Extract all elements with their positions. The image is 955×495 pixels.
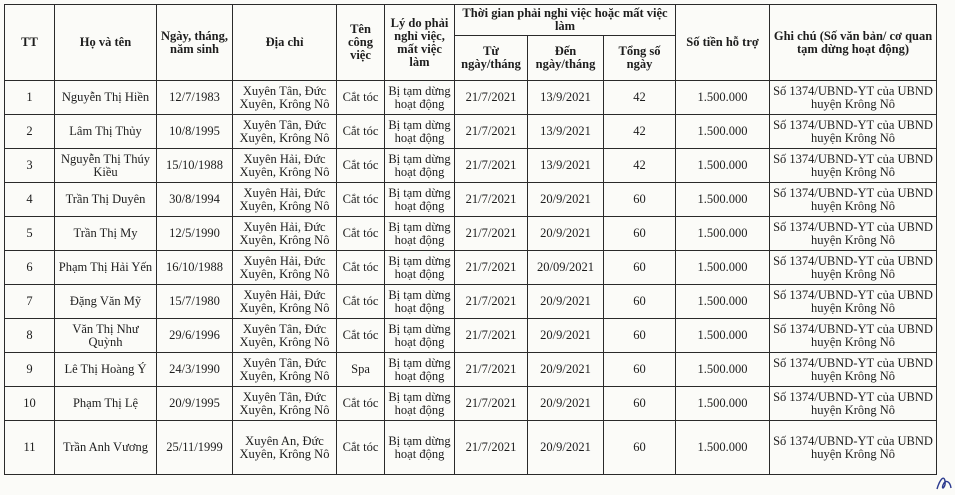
cell-to: 20/09/2021 xyxy=(528,251,604,285)
cell-amount: 1.500.000 xyxy=(676,285,770,319)
cell-job: Cắt tóc xyxy=(337,319,385,353)
cell-dob: 24/3/1990 xyxy=(157,353,233,387)
cell-name: Lê Thị Hoàng Ý xyxy=(55,353,157,387)
cell-tt: 2 xyxy=(5,115,55,149)
cell-tt: 4 xyxy=(5,183,55,217)
cell-dob: 10/8/1995 xyxy=(157,115,233,149)
col-header-reason: Lý do phải nghỉ việc, mất việc làm xyxy=(385,5,455,81)
cell-job: Cắt tóc xyxy=(337,115,385,149)
cell-from: 21/7/2021 xyxy=(455,387,528,421)
cell-name: Văn Thị Như Quỳnh xyxy=(55,319,157,353)
signature-mark xyxy=(935,471,953,493)
cell-dob: 16/10/1988 xyxy=(157,251,233,285)
cell-address: Xuyên Hải, Đức Xuyên, Krông Nô xyxy=(233,183,337,217)
cell-to: 20/9/2021 xyxy=(528,421,604,475)
table-row xyxy=(5,81,937,115)
table-row xyxy=(5,319,937,353)
cell-from: 21/7/2021 xyxy=(455,285,528,319)
col-header-total-days: Tổng số ngày xyxy=(604,36,676,81)
cell-tt: 9 xyxy=(5,353,55,387)
cell-dob: 25/11/1999 xyxy=(157,421,233,475)
cell-days: 60 xyxy=(604,183,676,217)
cell-address: Xuyên Tân, Đức Xuyên, Krông Nô xyxy=(233,387,337,421)
cell-days: 60 xyxy=(604,319,676,353)
cell-amount: 1.500.000 xyxy=(676,183,770,217)
cell-note: Số 1374/UBND-YT của UBND huyện Krông Nô xyxy=(770,319,937,353)
support-table xyxy=(4,4,937,475)
table-row xyxy=(5,285,937,319)
cell-days: 60 xyxy=(604,353,676,387)
cell-to: 13/9/2021 xyxy=(528,81,604,115)
cell-address: Xuyên Hải, Đức Xuyên, Krông Nô xyxy=(233,285,337,319)
cell-name: Đặng Văn Mỹ xyxy=(55,285,157,319)
cell-address: Xuyên Tân, Đức Xuyên, Krông Nô xyxy=(233,115,337,149)
cell-amount: 1.500.000 xyxy=(676,149,770,183)
cell-name: Phạm Thị Lệ xyxy=(55,387,157,421)
cell-to: 20/9/2021 xyxy=(528,319,604,353)
cell-dob: 29/6/1996 xyxy=(157,319,233,353)
cell-tt: 1 xyxy=(5,81,55,115)
cell-note: Số 1374/UBND-YT của UBND huyện Krông Nô xyxy=(770,183,937,217)
cell-address: Xuyên Hải, Đức Xuyên, Krông Nô xyxy=(233,217,337,251)
cell-amount: 1.500.000 xyxy=(676,115,770,149)
col-header-period: Thời gian phải nghỉ việc hoặc mất việc làm xyxy=(455,5,676,36)
cell-reason: Bị tạm dừng hoạt động xyxy=(385,421,455,475)
cell-amount: 1.500.000 xyxy=(676,387,770,421)
cell-name: Lâm Thị Thủy xyxy=(55,115,157,149)
cell-tt: 7 xyxy=(5,285,55,319)
cell-amount: 1.500.000 xyxy=(676,353,770,387)
cell-days: 42 xyxy=(604,81,676,115)
cell-job: Cắt tóc xyxy=(337,387,385,421)
cell-job: Cắt tóc xyxy=(337,285,385,319)
cell-job: Cắt tóc xyxy=(337,251,385,285)
cell-address: Xuyên Tân, Đức Xuyên, Krông Nô xyxy=(233,353,337,387)
cell-days: 60 xyxy=(604,285,676,319)
cell-reason: Bị tạm dừng hoạt động xyxy=(385,251,455,285)
cell-to: 20/9/2021 xyxy=(528,285,604,319)
table-body xyxy=(5,81,937,475)
cell-address: Xuyên Hải, Đức Xuyên, Krông Nô xyxy=(233,251,337,285)
cell-reason: Bị tạm dừng hoạt động xyxy=(385,319,455,353)
cell-to: 20/9/2021 xyxy=(528,353,604,387)
cell-from: 21/7/2021 xyxy=(455,353,528,387)
cell-dob: 12/7/1983 xyxy=(157,81,233,115)
cell-note: Số 1374/UBND-YT của UBND huyện Krông Nô xyxy=(770,251,937,285)
cell-from: 21/7/2021 xyxy=(455,81,528,115)
col-header-tt: TT xyxy=(5,5,55,81)
table-row xyxy=(5,421,937,475)
cell-days: 42 xyxy=(604,149,676,183)
cell-dob: 30/8/1994 xyxy=(157,183,233,217)
cell-reason: Bị tạm dừng hoạt động xyxy=(385,387,455,421)
header-row xyxy=(5,5,937,36)
cell-tt: 6 xyxy=(5,251,55,285)
cell-job: Cắt tóc xyxy=(337,421,385,475)
cell-days: 42 xyxy=(604,115,676,149)
table-row xyxy=(5,115,937,149)
cell-from: 21/7/2021 xyxy=(455,319,528,353)
col-header-job: Tên công việc xyxy=(337,5,385,81)
cell-reason: Bị tạm dừng hoạt động xyxy=(385,115,455,149)
cell-reason: Bị tạm dừng hoạt động xyxy=(385,217,455,251)
col-header-address: Địa chỉ xyxy=(233,5,337,81)
col-header-amount: Số tiền hỗ trợ xyxy=(676,5,770,81)
cell-job: Cắt tóc xyxy=(337,217,385,251)
cell-amount: 1.500.000 xyxy=(676,217,770,251)
cell-from: 21/7/2021 xyxy=(455,115,528,149)
cell-from: 21/7/2021 xyxy=(455,217,528,251)
cell-dob: 20/9/1995 xyxy=(157,387,233,421)
cell-reason: Bị tạm dừng hoạt động xyxy=(385,183,455,217)
cell-note: Số 1374/UBND-YT của UBND huyện Krông Nô xyxy=(770,81,937,115)
table-row xyxy=(5,387,937,421)
cell-name: Trần Thị My xyxy=(55,217,157,251)
cell-name: Trần Thị Duyên xyxy=(55,183,157,217)
table-row xyxy=(5,149,937,183)
table-row xyxy=(5,353,937,387)
cell-dob: 15/10/1988 xyxy=(157,149,233,183)
cell-tt: 5 xyxy=(5,217,55,251)
cell-dob: 12/5/1990 xyxy=(157,217,233,251)
col-header-to: Đến ngày/tháng xyxy=(528,36,604,81)
cell-tt: 8 xyxy=(5,319,55,353)
cell-amount: 1.500.000 xyxy=(676,251,770,285)
cell-days: 60 xyxy=(604,251,676,285)
col-header-dob: Ngày, tháng, năm sinh xyxy=(157,5,233,81)
cell-job: Cắt tóc xyxy=(337,81,385,115)
cell-to: 13/9/2021 xyxy=(528,149,604,183)
col-header-from: Từ ngày/tháng xyxy=(455,36,528,81)
cell-note: Số 1374/UBND-YT của UBND huyện Krông Nô xyxy=(770,217,937,251)
cell-reason: Bị tạm dừng hoạt động xyxy=(385,353,455,387)
cell-from: 21/7/2021 xyxy=(455,149,528,183)
cell-reason: Bị tạm dừng hoạt động xyxy=(385,81,455,115)
cell-from: 21/7/2021 xyxy=(455,421,528,475)
cell-days: 60 xyxy=(604,387,676,421)
col-header-name: Họ và tên xyxy=(55,5,157,81)
cell-job: Cắt tóc xyxy=(337,149,385,183)
table-row xyxy=(5,217,937,251)
cell-note: Số 1374/UBND-YT của UBND huyện Krông Nô xyxy=(770,149,937,183)
cell-tt: 11 xyxy=(5,421,55,475)
cell-to: 20/9/2021 xyxy=(528,387,604,421)
cell-address: Xuyên Tân, Đức Xuyên, Krông Nô xyxy=(233,81,337,115)
cell-to: 20/9/2021 xyxy=(528,183,604,217)
cell-amount: 1.500.000 xyxy=(676,319,770,353)
cell-from: 21/7/2021 xyxy=(455,183,528,217)
cell-dob: 15/7/1980 xyxy=(157,285,233,319)
table-row xyxy=(5,183,937,217)
cell-note: Số 1374/UBND-YT của UBND huyện Krông Nô xyxy=(770,115,937,149)
cell-from: 21/7/2021 xyxy=(455,251,528,285)
cell-address: Xuyên Tân, Đức Xuyên, Krông Nô xyxy=(233,319,337,353)
cell-job: Cắt tóc xyxy=(337,183,385,217)
cell-amount: 1.500.000 xyxy=(676,421,770,475)
cell-reason: Bị tạm dừng hoạt động xyxy=(385,285,455,319)
cell-reason: Bị tạm dừng hoạt động xyxy=(385,149,455,183)
cell-address: Xuyên Hải, Đức Xuyên, Krông Nô xyxy=(233,149,337,183)
cell-amount: 1.500.000 xyxy=(676,81,770,115)
cell-note: Số 1374/UBND-YT của UBND huyện Krông Nô xyxy=(770,421,937,475)
cell-days: 60 xyxy=(604,217,676,251)
cell-name: Phạm Thị Hải Yến xyxy=(55,251,157,285)
cell-note: Số 1374/UBND-YT của UBND huyện Krông Nô xyxy=(770,285,937,319)
cell-name: Trần Anh Vương xyxy=(55,421,157,475)
cell-tt: 10 xyxy=(5,387,55,421)
cell-days: 60 xyxy=(604,421,676,475)
cell-to: 20/9/2021 xyxy=(528,217,604,251)
col-header-note: Ghi chú (Số văn bản/ cơ quan tạm dừng hoạt động) xyxy=(770,5,937,81)
cell-note: Số 1374/UBND-YT của UBND huyện Krông Nô xyxy=(770,387,937,421)
cell-job: Spa xyxy=(337,353,385,387)
cell-note: Số 1374/UBND-YT của UBND huyện Krông Nô xyxy=(770,353,937,387)
table-row xyxy=(5,251,937,285)
cell-address: Xuyên An, Đức Xuyên, Krông Nô xyxy=(233,421,337,475)
cell-name: Nguyễn Thị Hiền xyxy=(55,81,157,115)
cell-tt: 3 xyxy=(5,149,55,183)
cell-to: 13/9/2021 xyxy=(528,115,604,149)
cell-name: Nguyễn Thị Thúy Kiều xyxy=(55,149,157,183)
